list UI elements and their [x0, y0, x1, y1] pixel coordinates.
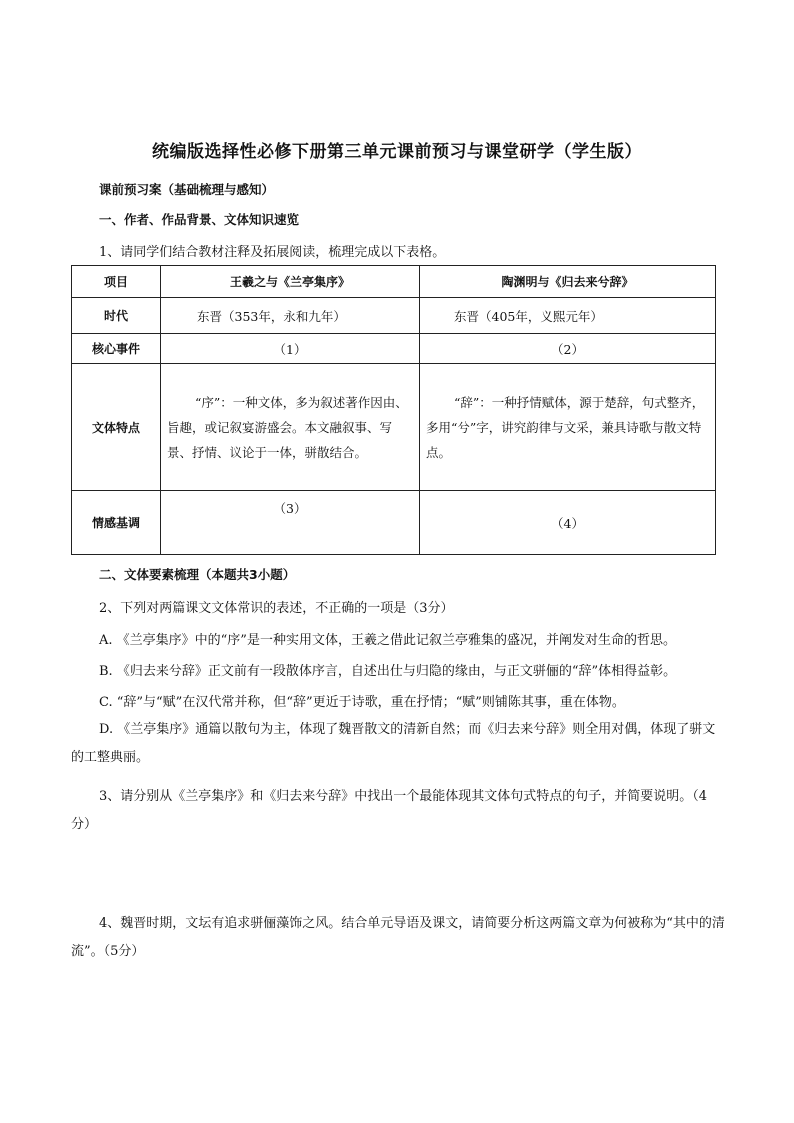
- q2-option-b: B. 《归去来兮辞》正文前有一段散体序言，自述出仕与归隐的缘由，与正文骈俪的“辞”体相得益彰。: [99, 664, 677, 679]
- table-cell: “辞”：一种抒情赋体，源于楚辞，句式整齐，多用“兮”字，讲究韵律与文采，兼具诗歌与散文特点。: [420, 364, 716, 491]
- table-header-row: [72, 266, 716, 298]
- table-cell: “序”：一种文体，多为叙述著作因由、旨趣，或记叙宴游盛会。本文融叙事、写景、抒情、议论于一体，骈散结合。: [161, 364, 420, 491]
- table-header-cell: 王羲之与《兰亭集序》: [161, 266, 420, 298]
- row-label: 文体特点: [72, 364, 161, 491]
- table-cell: （2）: [420, 334, 716, 364]
- q4-text: 4、魏晋时期，文坛有追求骈俪藻饰之风。结合单元导语及课文，请简要分析这两篇文章为何被称为“其中的清流”。（5分）: [71, 916, 725, 959]
- table-row: [72, 334, 716, 364]
- part1-header: 一、作者、作品背景、文体知识速览: [99, 212, 300, 227]
- table-row: [72, 298, 716, 334]
- table-cell: （1）: [161, 334, 420, 364]
- page-title: 统编版选择性必修下册第三单元课前预习与课堂研学（学生版）: [152, 142, 642, 162]
- q2-option-d: D. 《兰亭集序》通篇以散句为主，体现了魏晋散文的清新自然；而《归去来兮辞》则全用对偶，体现了骈文的工整典丽。: [71, 722, 716, 765]
- q3-text: 3、请分别从《兰亭集序》和《归去来兮辞》中找出一个最能体现其文体句式特点的句子，并简要说明。（4分）: [71, 789, 708, 832]
- comparison-table: [71, 265, 716, 555]
- row-label: 情感基调: [72, 491, 161, 555]
- table-cell: （3）: [161, 491, 420, 555]
- table-row: [72, 364, 716, 491]
- part2-header: 二、文体要素梳理（本题共3小题）: [99, 567, 296, 582]
- q2-stem: 2、下列对两篇课文文体常识的表述，不正确的一项是（3分）: [99, 601, 454, 616]
- row-label: 核心事件: [72, 334, 161, 364]
- q1-text: 1、请同学们结合教材注释及拓展阅读，梳理完成以下表格。: [99, 245, 446, 260]
- row-label: 时代: [72, 298, 161, 334]
- table-header-cell: 陶渊明与《归去来兮辞》: [420, 266, 716, 298]
- table-cell: 东晋（353年，永和九年）: [161, 298, 420, 334]
- table-header-cell: 项目: [72, 266, 161, 298]
- table-cell: （4）: [420, 491, 716, 555]
- table-cell: 东晋（405年，义熙元年）: [420, 298, 716, 334]
- q2-option-c: C. “辞”与“赋”在汉代常并称，但“辞”更近于诗歌，重在抒情；“赋”则铺陈其事，重在体物。: [99, 695, 625, 710]
- table-row: [72, 491, 716, 555]
- q2-option-a: A. 《兰亭集序》中的“序”是一种实用文体，王羲之借此记叙兰亭雅集的盛况，并阐发对生命的哲思。: [99, 633, 676, 648]
- section-header: 课前预习案（基础梳理与感知）: [99, 182, 275, 197]
